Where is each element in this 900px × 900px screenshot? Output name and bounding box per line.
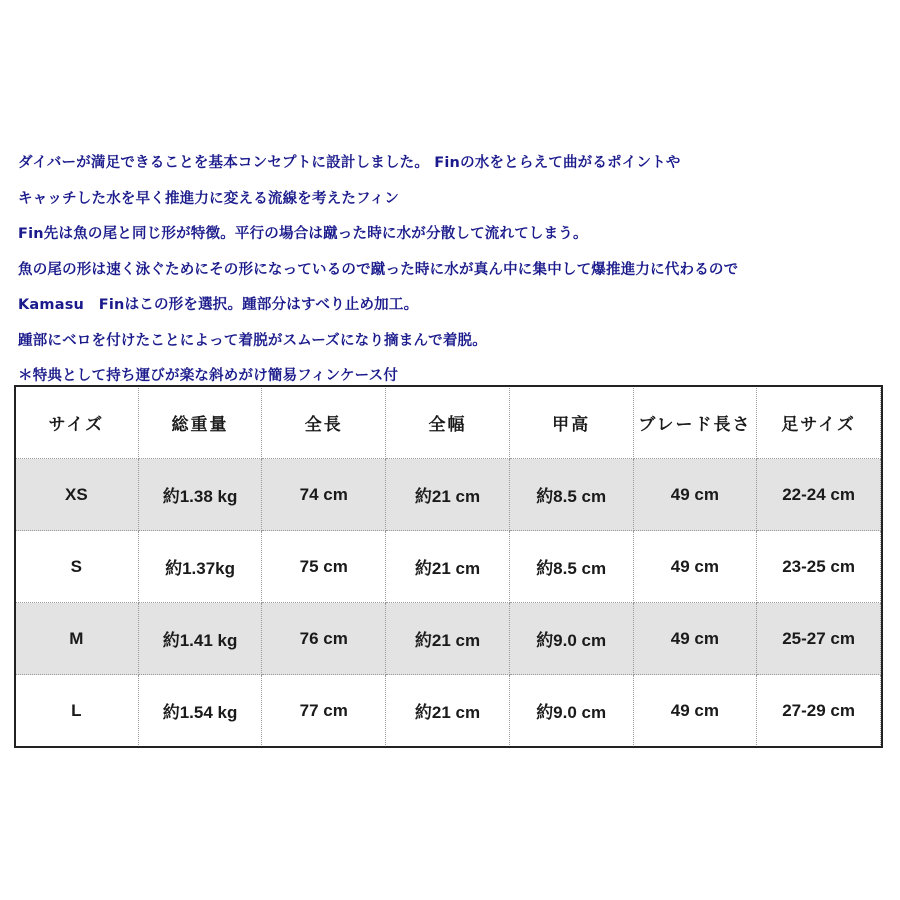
cell-length: 77 cm xyxy=(262,675,386,747)
header-foot-size: 足サイズ xyxy=(757,386,881,459)
header-size: サイズ xyxy=(15,386,139,459)
cell-length: 76 cm xyxy=(262,603,386,675)
cell-foot: 23-25 cm xyxy=(757,531,881,603)
cell-length: 74 cm xyxy=(262,459,386,531)
cell-foot: 27-29 cm xyxy=(757,675,881,747)
header-total-length: 全長 xyxy=(262,386,386,459)
cell-blade: 49 cm xyxy=(633,603,757,675)
cell-blade: 49 cm xyxy=(633,459,757,531)
cell-instep: 約9.0 cm xyxy=(509,603,633,675)
cell-weight: 約1.41 kg xyxy=(138,603,262,675)
cell-instep: 約8.5 cm xyxy=(509,459,633,531)
cell-instep: 約8.5 cm xyxy=(509,531,633,603)
cell-weight: 約1.37kg xyxy=(138,531,262,603)
size-spec-table xyxy=(14,385,881,747)
description-line: Fin先は魚の尾と同じ形が特徴。平行の場合は蹴った時に水が分散して流れてしまう。 xyxy=(18,226,588,242)
cell-width: 約21 cm xyxy=(386,603,510,675)
header-total-weight: 総重量 xyxy=(138,386,262,459)
description-line: ダイバーが満足できることを基本コンセプトに設計しました。 Finの水をとらえて曲がるポイントや xyxy=(18,155,681,171)
header-instep-height: 甲高 xyxy=(509,386,633,459)
cell-size: XS xyxy=(15,459,139,531)
description-line: 踵部にベロを付けたことによって着脱がスムーズになり摘まんで着脱。 xyxy=(18,332,487,349)
table-row xyxy=(15,675,881,747)
description-line: Kamasu Finはこの形を選択。踵部分はすべり止め加工。 xyxy=(18,297,419,313)
table-row xyxy=(15,603,881,675)
header-blade-length: ブレード長さ xyxy=(633,386,757,459)
cell-instep: 約9.0 cm xyxy=(509,675,633,747)
cell-width: 約21 cm xyxy=(386,459,510,531)
table-row xyxy=(15,459,881,531)
header-total-width: 全幅 xyxy=(386,386,510,459)
description-line: 魚の尾の形は速く泳ぐためにその形になっているので蹴った時に水が真ん中に集中して爆推進力に代わるので xyxy=(18,261,739,278)
cell-weight: 約1.38 kg xyxy=(138,459,262,531)
description-line: キャッチした水を早く推進力に変える流線を考えたフィン xyxy=(18,190,400,207)
cell-blade: 49 cm xyxy=(633,675,757,747)
cell-weight: 約1.54 kg xyxy=(138,675,262,747)
cell-width: 約21 cm xyxy=(386,531,510,603)
cell-size: M xyxy=(15,603,139,675)
cell-size: S xyxy=(15,531,139,603)
cell-blade: 49 cm xyxy=(633,531,757,603)
description-block xyxy=(18,150,888,399)
cell-size: L xyxy=(15,675,139,747)
table-header-row xyxy=(15,386,881,459)
cell-length: 75 cm xyxy=(262,531,386,603)
table-row xyxy=(15,531,881,603)
cell-width: 約21 cm xyxy=(386,675,510,747)
cell-foot: 22-24 cm xyxy=(757,459,881,531)
cell-foot: 25-27 cm xyxy=(757,603,881,675)
description-line: ＊特典として持ち運びが楽な斜めがけ簡易フィンケース付 xyxy=(18,368,399,384)
